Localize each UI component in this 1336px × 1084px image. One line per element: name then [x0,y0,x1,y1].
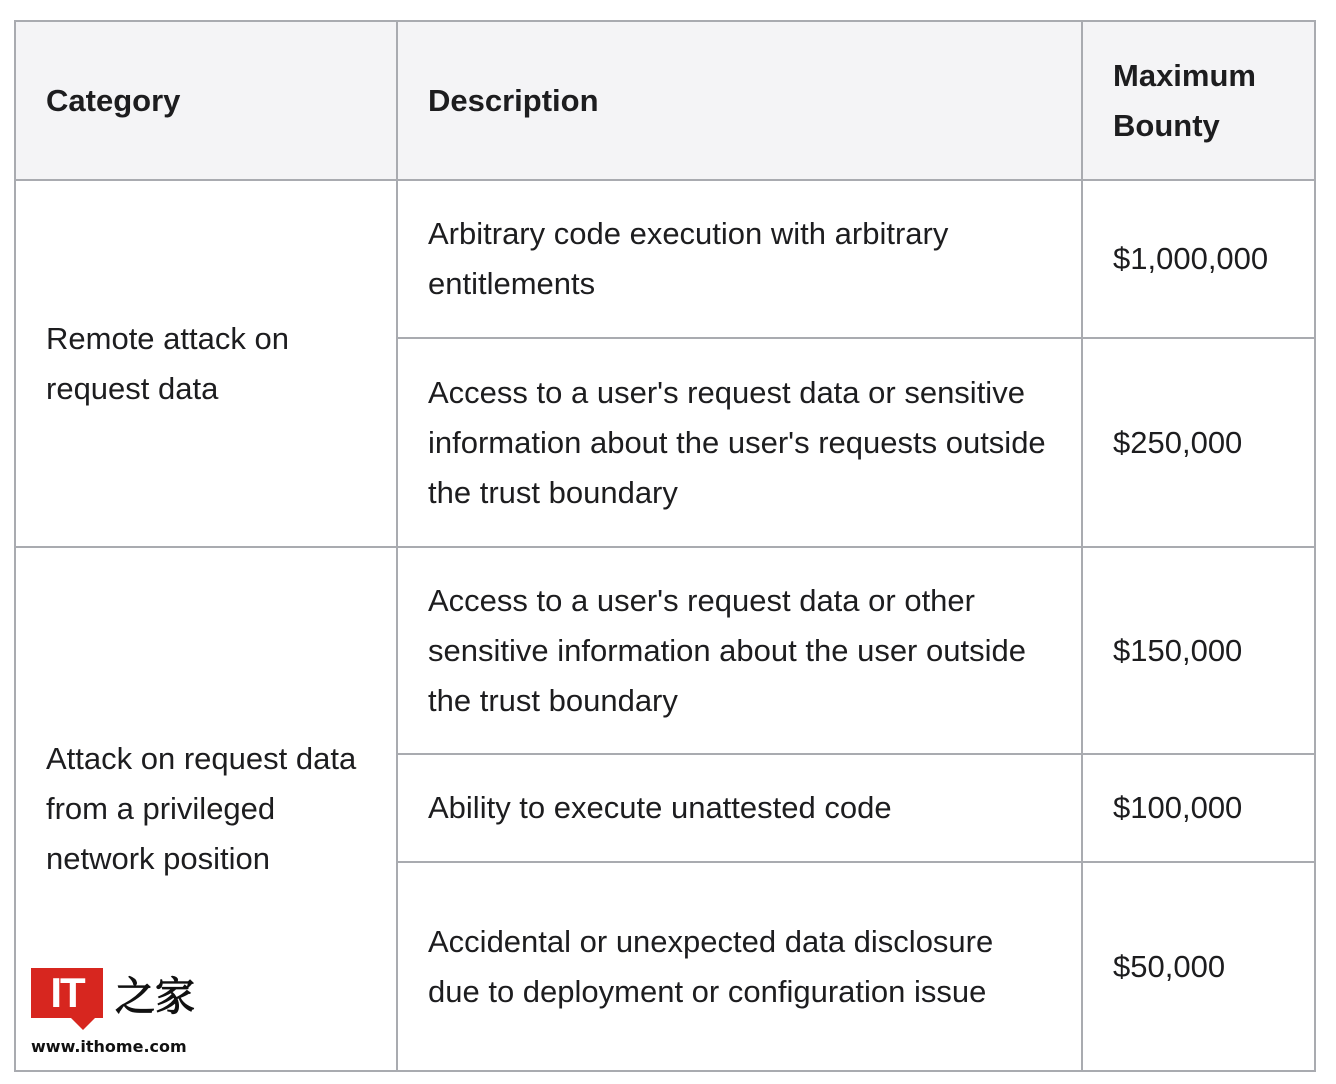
table-row [15,180,1315,338]
ithome-watermark [31,968,201,1064]
bounty-cell: $50,000 [1082,862,1315,1071]
header-description: Description [397,21,1082,180]
bounty-table [14,20,1316,1072]
description-cell: Access to a user's request data or other sensitive information about the user outside the trust boundary [397,547,1082,754]
description-cell: Ability to execute unattested code [397,754,1082,862]
bounty-cell: $100,000 [1082,754,1315,862]
bounty-cell: $150,000 [1082,547,1315,754]
header-maximum-bounty: Maximum Bounty [1082,21,1315,180]
category-cell: Remote attack on request data [15,180,397,547]
watermark-url: www.ithome.com [31,1037,187,1056]
category-cell: Attack on request data from a privileged network position [15,547,397,1071]
ithome-logo-icon [31,968,103,1028]
table-row [15,547,1315,754]
logo-it-text: IT [31,968,103,1018]
logo-glyphs: 之家 [115,973,195,1020]
bounty-cell: $250,000 [1082,338,1315,547]
bounty-cell: $1,000,000 [1082,180,1315,338]
description-cell: Access to a user's request data or sensitive information about the user's requests outside the trust boundary [397,338,1082,547]
table-header-row [15,21,1315,180]
header-category: Category [15,21,397,180]
description-cell: Arbitrary code execution with arbitrary entitlements [397,180,1082,338]
description-cell: Accidental or unexpected data disclosure due to deployment or configuration issue [397,862,1082,1071]
